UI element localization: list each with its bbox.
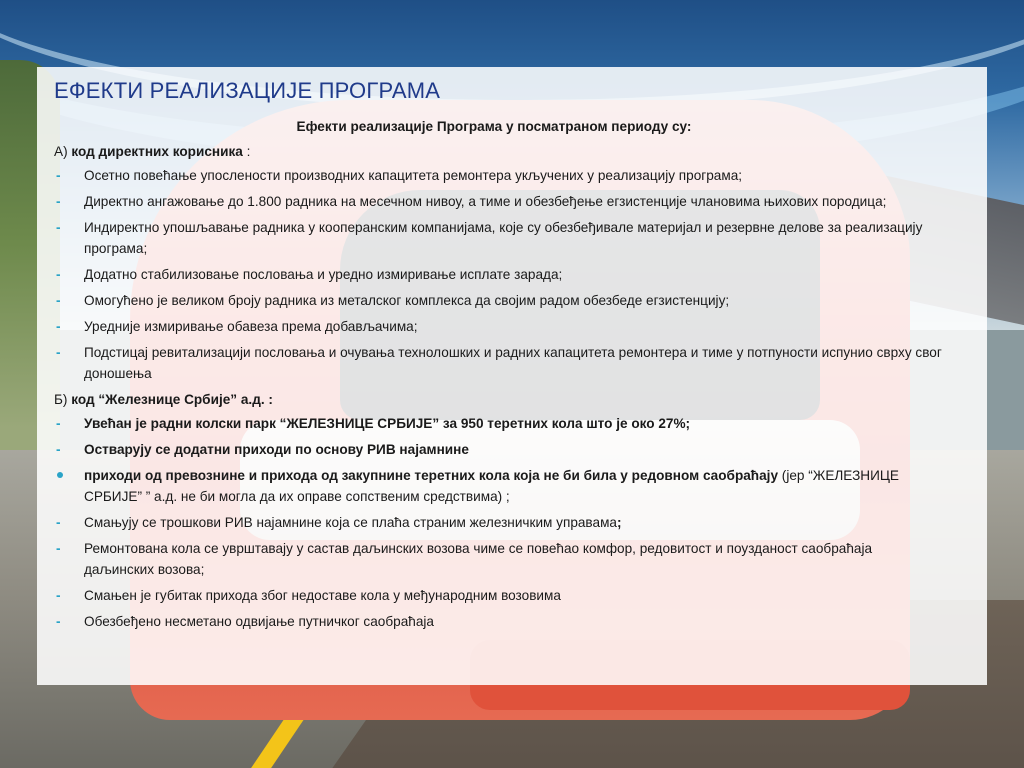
dash-bullet: -	[56, 220, 61, 235]
slide-subtitle: Ефекти реализације Програма у посматраном периоду су:	[296, 119, 692, 134]
list-item: - Обезбеђено несметано одвијање путничког саобраћаја	[54, 611, 944, 632]
list-item: - Смањују се трошкови РИВ најамнине која се плаћа страним железничким управама;	[54, 512, 944, 533]
list-item: - Осетно повећање упослености производних капацитета ремонтера укључених у реализацију програма;	[54, 165, 944, 186]
dash-bullet: -	[56, 168, 61, 183]
dash-bullet: -	[56, 194, 61, 209]
list-item: - Ремонтована кола се уврштавају у састав даљинских возова чиме се повећао комфор, редовитост и поузданост саобраћаја даљинских возова;	[54, 538, 944, 580]
section-b-heading: Б) код “Железнице Србије” а.д. :	[54, 392, 273, 407]
list-item: - Увећан је радни колски парк “ЖЕЛЕЗНИЦЕ СРБИЈЕ” за 950 теретних кола што је око 27%;	[54, 413, 944, 434]
dash-bullet: -	[56, 416, 61, 431]
slide-body	[54, 116, 984, 637]
dash-bullet: -	[56, 319, 61, 334]
section-a-list	[54, 165, 984, 384]
list-item: - Директно ангажовање до 1.800 радника на месечном нивоу, а тиме и обезбеђење егзистенције члановима њихових породица;	[54, 191, 944, 212]
slide-title: ЕФЕКТИ РЕАЛИЗАЦИЈЕ ПРОГРАМА	[54, 78, 441, 103]
list-item: - Уредније измиривање обавеза према добављачима;	[54, 316, 944, 337]
dash-bullet: -	[56, 345, 61, 360]
dash-bullet: -	[56, 614, 61, 629]
dash-bullet: -	[56, 293, 61, 308]
dash-bullet: -	[56, 267, 61, 282]
dash-bullet: -	[56, 442, 61, 457]
dot-bullet-icon	[57, 472, 63, 478]
section-b-list	[54, 413, 984, 632]
list-item: - Подстицај ревитализацији пословања и очувања технолошких и радних капацитета ремонтера и тиме у потпуности испунио сврху свог доношења	[54, 342, 944, 384]
list-item: - Индиректно упошљавање радника у кооперанским компанијама, које су обезбеђивале материјал и резервне делове за реализацију програма;	[54, 217, 944, 259]
list-item: - Омогућено је великом броју радника из металског комплекса да својим радом обезбеде егзистенцију;	[54, 290, 944, 311]
list-item: приходи од превознине и прихода од закупнине теретних кола која не би била у редовном саобраћају (јер “ЖЕЛЕЗНИЦЕ СРБИЈЕ” ” а.д. не би могла да их оправе сопственим средствима) ;	[54, 465, 944, 507]
dash-bullet: -	[56, 515, 61, 530]
dash-bullet: -	[56, 588, 61, 603]
list-item: - Остварују се додатни приходи по основу РИВ најамнине	[54, 439, 944, 460]
list-item: - Смањен је губитак прихода због недоставе кола у међународним возовима	[54, 585, 944, 606]
dash-bullet: -	[56, 541, 61, 556]
list-item: - Додатно стабилизовање пословања и уредно измиривање исплате зарада;	[54, 264, 944, 285]
section-a-heading: А) код директних корисника :	[54, 144, 251, 159]
